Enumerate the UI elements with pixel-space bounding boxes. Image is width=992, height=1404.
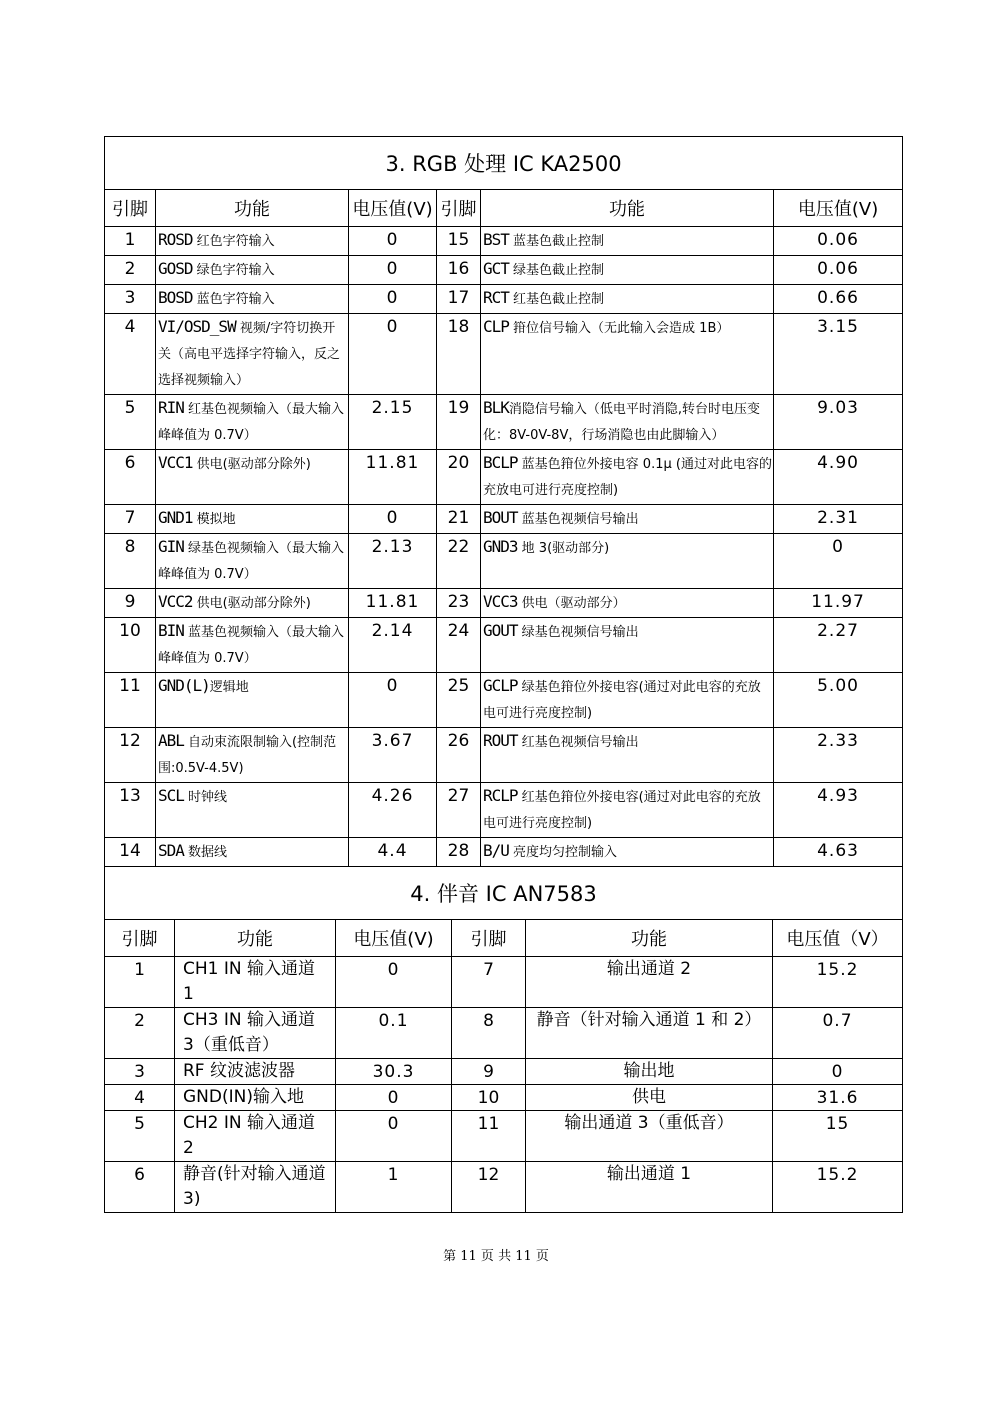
pin-code: BOSD [158, 288, 193, 307]
pin-code: GND1 [158, 508, 193, 527]
pin-description: 箝位信号输入（无此输入会造成 1B） [508, 321, 730, 336]
header-voltage: 电压值(V) [774, 190, 903, 227]
pin-voltage: 9.03 [774, 395, 903, 450]
pin-number: 2 [105, 256, 156, 285]
pin-function [156, 285, 349, 314]
pin-description: 绿基色箝位外接电容(通过对此电容的充放电可进行亮度控制) [483, 680, 761, 721]
pin-voltage: 11.81 [349, 450, 437, 505]
pin-voltage: 3.15 [774, 314, 903, 395]
pin-function [481, 838, 774, 867]
pin-function [156, 783, 349, 838]
pin-code: VI/OSD_SW [158, 317, 236, 336]
pin-function [481, 505, 774, 534]
pin-function [156, 838, 349, 867]
pin-function [481, 783, 774, 838]
table-row [105, 589, 903, 618]
pin-code: SCL [158, 786, 184, 805]
pin-voltage: 0 [336, 957, 452, 1008]
pin-number: 7 [452, 957, 526, 1008]
pin-voltage: 0 [349, 505, 437, 534]
table-row [105, 450, 903, 505]
pin-voltage: 0 [349, 673, 437, 728]
pin-code: BST [483, 230, 509, 249]
pin-code: SDA [158, 841, 184, 860]
pin-function [156, 728, 349, 783]
table-row [105, 505, 903, 534]
pin-function: RF 纹波滤波器 [175, 1059, 336, 1085]
pin-number: 26 [437, 728, 481, 783]
pin-description: 绿基色截止控制 [508, 263, 605, 278]
pin-function [156, 534, 349, 589]
pin-description: 红基色视频信号输出 [517, 735, 639, 750]
pin-description: 蓝基色视频输入（最大输入峰峰值为 0.7V） [158, 625, 345, 666]
pin-number: 28 [437, 838, 481, 867]
pin-voltage: 0 [349, 285, 437, 314]
pin-voltage: 0 [349, 314, 437, 395]
pin-number: 1 [105, 227, 156, 256]
table-row [105, 783, 903, 838]
pin-voltage: 2.33 [774, 728, 903, 783]
pin-code: GCLP [483, 676, 518, 695]
pin-function: 供电 [526, 1085, 773, 1111]
pin-code: ABL [158, 731, 184, 750]
pin-function: 输出地 [526, 1059, 773, 1085]
page-content [104, 136, 902, 1213]
pin-description: 红基色箝位外接电容(通过对此电容的充放电可进行亮度控制) [483, 790, 761, 831]
table-row [105, 957, 903, 1008]
table-row [105, 838, 903, 867]
pin-number: 6 [105, 1162, 175, 1213]
pin-number: 19 [437, 395, 481, 450]
pin-description: 逻辑地 [209, 680, 249, 695]
pin-function [481, 618, 774, 673]
table-row [105, 534, 903, 589]
table-row [105, 395, 903, 450]
pin-description: 自动束流限制输入(控制范围:0.5V-4.5V) [158, 735, 337, 776]
pin-number: 20 [437, 450, 481, 505]
pin-function: CH3 IN 输入通道 3（重低音） [175, 1008, 336, 1059]
header-function: 功能 [156, 190, 349, 227]
pin-number: 12 [105, 728, 156, 783]
pin-function [481, 256, 774, 285]
pin-number: 23 [437, 589, 481, 618]
pin-number: 8 [105, 534, 156, 589]
pin-function: 输出通道 2 [526, 957, 773, 1008]
pin-function [481, 227, 774, 256]
pin-function [481, 450, 774, 505]
pin-voltage: 4.26 [349, 783, 437, 838]
pin-voltage: 2.15 [349, 395, 437, 450]
section3-title: 3. RGB 处理 IC KA2500 [105, 137, 903, 190]
pin-function [156, 450, 349, 505]
table-row [105, 285, 903, 314]
pin-function [156, 589, 349, 618]
pin-function: 静音（针对输入通道 1 和 2） [526, 1008, 773, 1059]
pin-function [156, 256, 349, 285]
pin-description: 视频/字符切换开关（高电平选择字符输入，反之选择视频输入） [158, 321, 341, 388]
pin-voltage: 4.4 [349, 838, 437, 867]
pin-code: BOUT [483, 508, 518, 527]
pin-voltage: 0 [349, 256, 437, 285]
header-voltage: 电压值(V) [336, 920, 452, 957]
header-pin: 引脚 [105, 920, 175, 957]
pin-voltage: 15 [773, 1111, 903, 1162]
pin-function: CH1 IN 输入通道 1 [175, 957, 336, 1008]
table-row [105, 1111, 903, 1162]
pin-code: GCT [483, 259, 509, 278]
pin-description: 蓝色字符输入 [192, 292, 275, 307]
pin-function [481, 589, 774, 618]
pin-number: 24 [437, 618, 481, 673]
table-row [105, 314, 903, 395]
pin-description: 数据线 [183, 845, 228, 860]
pin-function: GND(IN)输入地 [175, 1085, 336, 1111]
pin-voltage: 0.7 [773, 1008, 903, 1059]
pin-voltage: 0 [349, 227, 437, 256]
pin-number: 13 [105, 783, 156, 838]
pin-description: 供电（驱动部分） [517, 596, 626, 611]
table-row [105, 227, 903, 256]
pin-number: 10 [452, 1085, 526, 1111]
pin-code: CLP [483, 317, 509, 336]
pin-code: VCC1 [158, 453, 193, 472]
pin-description: 地 3(驱动部分) [517, 541, 610, 556]
pin-number: 10 [105, 618, 156, 673]
pin-voltage: 2.27 [774, 618, 903, 673]
page-footer: 第 11 页 共 11 页 [443, 1249, 549, 1264]
pin-function: 输出通道 3（重低音） [526, 1111, 773, 1162]
pin-voltage: 2.13 [349, 534, 437, 589]
pin-number: 18 [437, 314, 481, 395]
pin-voltage: 31.6 [773, 1085, 903, 1111]
table-row [105, 1059, 903, 1085]
pin-function [156, 505, 349, 534]
pin-function [156, 227, 349, 256]
pin-description: 红基色截止控制 [508, 292, 605, 307]
pin-number: 16 [437, 256, 481, 285]
pin-voltage: 0.1 [336, 1008, 452, 1059]
pin-description: 蓝基色箝位外接电容 0.1μ (通过对此电容的充放电可进行亮度控制) [483, 457, 772, 498]
pin-function [481, 673, 774, 728]
pin-number: 7 [105, 505, 156, 534]
pin-number: 22 [437, 534, 481, 589]
table-row [105, 673, 903, 728]
pin-voltage: 0 [774, 534, 903, 589]
pin-function [156, 673, 349, 728]
pin-voltage: 4.90 [774, 450, 903, 505]
pin-code: BIN [158, 621, 184, 640]
header-function: 功能 [526, 920, 773, 957]
pin-description: 蓝基色截止控制 [508, 234, 605, 249]
pin-number: 21 [437, 505, 481, 534]
header-voltage: 电压值（V） [773, 920, 903, 957]
header-pin: 引脚 [452, 920, 526, 957]
pin-code: RCLP [483, 786, 518, 805]
pin-function [481, 728, 774, 783]
pin-code: ROSD [158, 230, 193, 249]
pin-code: GND3 [483, 537, 518, 556]
pin-code: GOUT [483, 621, 518, 640]
pin-number: 3 [105, 285, 156, 314]
pin-number: 1 [105, 957, 175, 1008]
pin-voltage: 11.97 [774, 589, 903, 618]
pin-number: 5 [105, 395, 156, 450]
pin-description: 供电(驱动部分除外) [192, 457, 311, 472]
header-voltage: 电压值(V) [349, 190, 437, 227]
pin-number: 27 [437, 783, 481, 838]
pin-voltage: 1 [336, 1162, 452, 1213]
pin-function: 静音(针对输入通道3) [175, 1162, 336, 1213]
pin-voltage: 5.00 [774, 673, 903, 728]
pin-voltage: 4.63 [774, 838, 903, 867]
pin-code: RIN [158, 398, 184, 417]
pin-number: 3 [105, 1059, 175, 1085]
table-row [105, 256, 903, 285]
pin-number: 8 [452, 1008, 526, 1059]
pin-description: 红基色视频输入（最大输入峰峰值为 0.7V） [158, 402, 345, 443]
pin-description: 供电(驱动部分除外) [192, 596, 311, 611]
pin-number: 11 [105, 673, 156, 728]
table-row [105, 1008, 903, 1059]
pin-voltage: 30.3 [336, 1059, 452, 1085]
pin-voltage: 0.06 [774, 256, 903, 285]
pin-number: 4 [105, 314, 156, 395]
pin-function [156, 395, 349, 450]
pin-code: GOSD [158, 259, 193, 278]
pin-number: 14 [105, 838, 156, 867]
pin-number: 4 [105, 1085, 175, 1111]
pin-function [481, 395, 774, 450]
pin-voltage: 11.81 [349, 589, 437, 618]
pin-number: 5 [105, 1111, 175, 1162]
pin-code: GND(L) [158, 676, 210, 695]
pin-voltage: 15.2 [773, 1162, 903, 1213]
pin-voltage: 2.14 [349, 618, 437, 673]
pin-number: 15 [437, 227, 481, 256]
pin-number: 11 [452, 1111, 526, 1162]
pin-voltage: 3.67 [349, 728, 437, 783]
pin-number: 12 [452, 1162, 526, 1213]
ka2500-table [104, 136, 903, 867]
pin-function [481, 534, 774, 589]
header-pin: 引脚 [437, 190, 481, 227]
pin-number: 2 [105, 1008, 175, 1059]
pin-code: VCC2 [158, 592, 193, 611]
pin-description: 红色字符输入 [192, 234, 275, 249]
pin-number: 9 [452, 1059, 526, 1085]
pin-code: RCT [483, 288, 509, 307]
pin-code: VCC3 [483, 592, 518, 611]
pin-code: B/U [483, 841, 509, 860]
header-pin: 引脚 [105, 190, 156, 227]
pin-number: 6 [105, 450, 156, 505]
table-row [105, 618, 903, 673]
pin-description: 绿基色视频信号输出 [517, 625, 639, 640]
pin-voltage: 0.66 [774, 285, 903, 314]
pin-description: 亮度均匀控制输入 [508, 845, 618, 860]
an7583-table [104, 866, 903, 1213]
pin-description: 蓝基色视频信号输出 [517, 512, 639, 527]
pin-voltage: 2.31 [774, 505, 903, 534]
section4-title: 4. 伴音 IC AN7583 [105, 867, 903, 920]
pin-number: 25 [437, 673, 481, 728]
pin-description: 绿基色视频输入（最大输入峰峰值为 0.7V） [158, 541, 345, 582]
pin-description: 绿色字符输入 [192, 263, 275, 278]
pin-description: 模拟地 [192, 512, 236, 527]
pin-number: 17 [437, 285, 481, 314]
header-function: 功能 [481, 190, 774, 227]
pin-voltage: 15.2 [773, 957, 903, 1008]
pin-number: 9 [105, 589, 156, 618]
table-row [105, 728, 903, 783]
pin-function [481, 285, 774, 314]
table-row [105, 1162, 903, 1213]
pin-voltage: 0 [336, 1085, 452, 1111]
pin-voltage: 0 [336, 1111, 452, 1162]
pin-function: CH2 IN 输入通道 2 [175, 1111, 336, 1162]
pin-function [156, 618, 349, 673]
pin-function [481, 314, 774, 395]
pin-code: GIN [158, 537, 184, 556]
pin-function: 输出通道 1 [526, 1162, 773, 1213]
pin-voltage: 0 [773, 1059, 903, 1085]
pin-code: BLK [483, 398, 509, 417]
pin-description: 消隐信号输入（低电平时消隐,转台时电压变化：8V-0V-8V，行场消隐也由此脚输入） [483, 402, 761, 443]
pin-code: ROUT [483, 731, 518, 750]
pin-function [156, 314, 349, 395]
table-row [105, 1085, 903, 1111]
pin-description: 时钟线 [183, 790, 228, 805]
header-function: 功能 [175, 920, 336, 957]
pin-code: BCLP [483, 453, 518, 472]
pin-voltage: 4.93 [774, 783, 903, 838]
pin-voltage: 0.06 [774, 227, 903, 256]
